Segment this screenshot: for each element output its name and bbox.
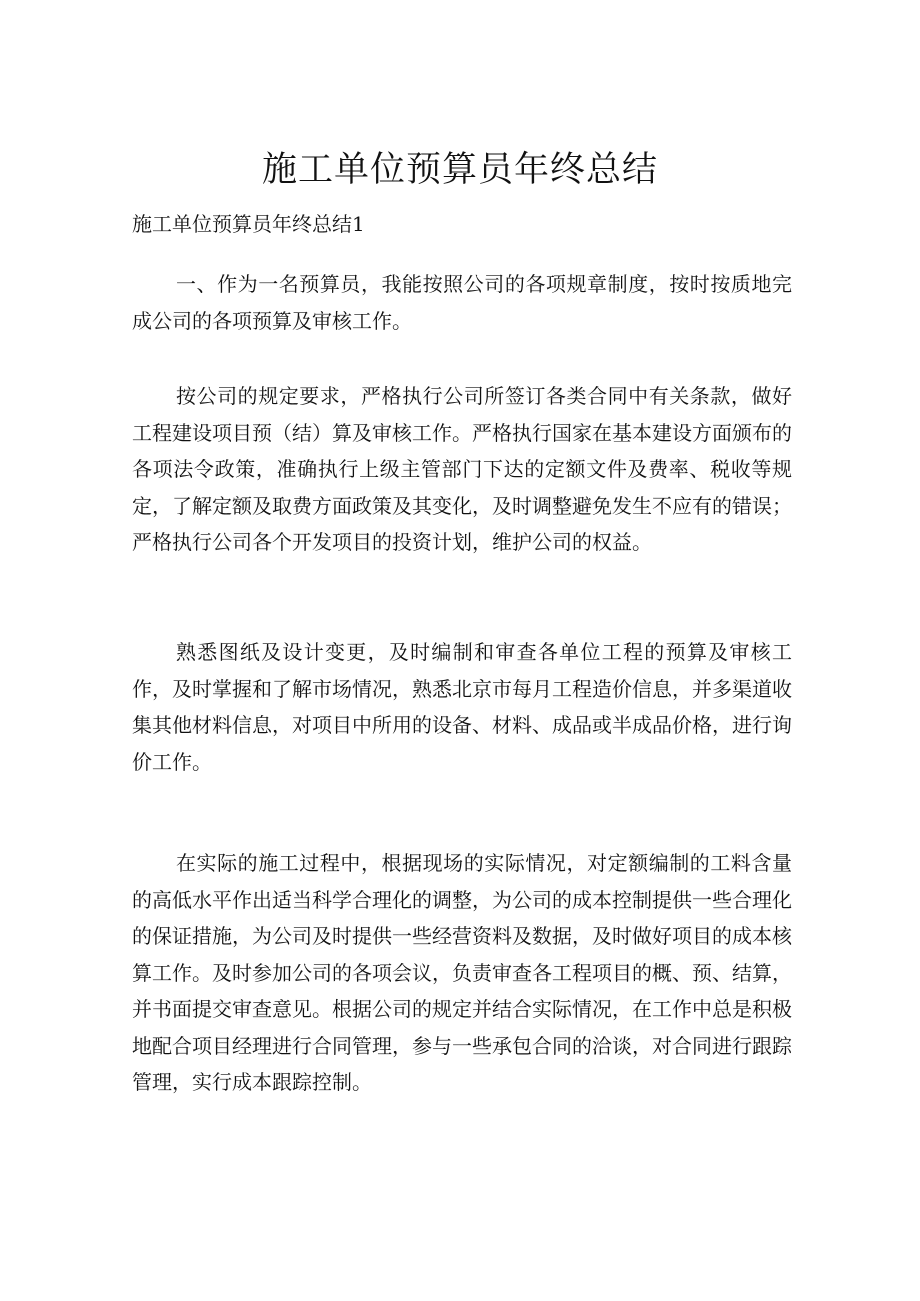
document-title: 施工单位预算员年终总结 bbox=[261, 150, 658, 190]
section-heading: 施工单位预算员年终总结1 bbox=[132, 212, 365, 236]
paragraph-1: 一、作为一名预算员，我能按照公司的各项规章制度，按时按质地完成公司的各项预算及审核工作。 bbox=[132, 272, 792, 333]
paragraph-2: 按公司的规定要求，严格执行公司所签订各类合同中有关条款，做好工程建设项目预（结）算及审核工作。严格执行国家在基本建设方面颁布的各项法令政策，准确执行上级主管部门下达的定额文件及费率、税收等规定，了解定额及取费方面政策及其变化，及时调整避免发生不应有的错误；严格执行公司各个开发项目的投资计划，维护公司的权益。 bbox=[132, 384, 792, 554]
paragraph-3: 熟悉图纸及设计变更，及时编制和审查各单位工程的预算及审核工作，及时掌握和了解市场情况，熟悉北京市每月工程造价信息，并多渠道收集其他材料信息，对项目中所用的设备、材料、成品或半成品价格，进行询价工作。 bbox=[132, 640, 792, 774]
paragraph-4: 在实际的施工过程中，根据现场的实际情况，对定额编制的工料含量的高低水平作出适当科学合理化的调整，为公司的成本控制提供一些合理化的保证措施，为公司及时提供一些经营资料及数据，及时做好项目的成本核算工作。及时参加公司的各项会议，负责审查各工程项目的概、预、结算，并书面提交审查意见。根据公司的规定并结合实际情况，在工作中总是积极地配合项目经理进行合同管理，参与一些承包合同的洽谈，对合同进行跟踪管理，实行成本跟踪控制。 bbox=[132, 851, 792, 1094]
